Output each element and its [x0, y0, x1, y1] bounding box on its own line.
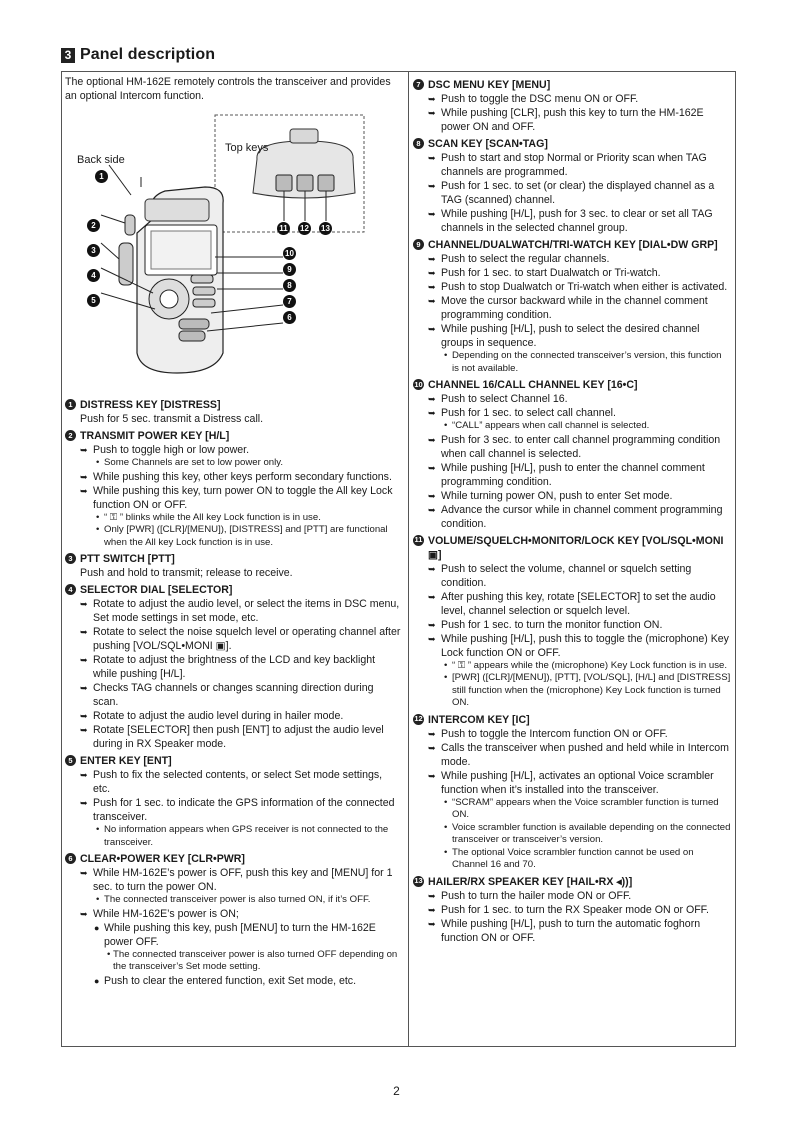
distress-side	[125, 215, 135, 235]
key-clr	[179, 331, 205, 341]
section-number-badge: 9	[413, 239, 424, 250]
description-item: ➥ While turning power ON, push to enter Set mode.	[413, 489, 731, 503]
description-item: ➥ Push for 1 sec. to set (or clear) the displayed channel as a TAG (scanned) channel.	[413, 179, 731, 207]
column-divider	[408, 72, 409, 1046]
key-section	[65, 583, 401, 751]
key-section-heading	[413, 238, 731, 252]
key-scan	[193, 299, 215, 307]
key-section	[65, 754, 401, 849]
note-text: • “CALL” appears when call channel is selected.	[413, 420, 731, 433]
key-16c	[191, 275, 213, 283]
description-item: ➥ While pushing [CLR], push this key to turn the HM-162E power ON and OFF.	[413, 106, 731, 134]
description-item: ➥ While pushing [H/L], push to enter the channel comment programming condition.	[413, 461, 731, 489]
description-item: ➥ Push to fix the selected contents, or select Set mode settings, etc.	[65, 768, 401, 796]
left-sections	[65, 398, 401, 988]
key-section-heading	[65, 754, 401, 768]
top-key-moni	[318, 175, 334, 191]
section-title: INTERCOM KEY [IC]	[428, 713, 530, 726]
section-title: Panel description	[80, 46, 216, 63]
key-section-heading	[413, 713, 731, 727]
key-section-heading	[65, 852, 401, 866]
mic-top-grill	[145, 199, 209, 221]
description-item: ➥ Push for 3 sec. to enter call channel programming condition when call channel is selected.	[413, 433, 731, 461]
section-number: 3	[61, 48, 75, 63]
key-section	[65, 552, 401, 580]
key-section	[413, 137, 731, 235]
key-dial-dw	[193, 287, 215, 295]
key-section-heading	[413, 137, 731, 151]
note-text: • Voice scrambler function is available depending on the connected transceiver or transceiver’s version.	[413, 822, 731, 847]
section-number-badge: 6	[65, 853, 76, 864]
section-title: CLEAR•POWER KEY [CLR•PWR]	[80, 853, 245, 865]
section-title: SCAN KEY [SCAN•TAG]	[428, 138, 548, 150]
key-section-heading	[413, 534, 731, 562]
callout-10: 10	[283, 247, 296, 260]
key-section	[413, 875, 731, 945]
description-item: ➥ Rotate to adjust the audio level during in hailer mode.	[65, 709, 401, 723]
callout-6: 6	[283, 311, 296, 324]
content-frame	[61, 71, 736, 1047]
note-text: • The connected transceiver power is also turned OFF depending on the transceiver’s Set mode setting.	[65, 949, 401, 974]
key-section	[65, 429, 401, 549]
note-text: • No information appears when GPS receiver is not connected to the transceiver.	[65, 824, 401, 849]
description-item: ➥ Push to toggle the Intercom function ON or OFF.	[413, 727, 731, 741]
section-number-badge: 4	[65, 584, 76, 595]
mic-lcd-inner	[151, 231, 211, 269]
callout-7: 7	[283, 295, 296, 308]
note-text: • Some Channels are set to low power only.	[65, 457, 401, 470]
description-item: ➥ While HM-162E’s power is ON;	[65, 907, 401, 921]
note-text: • [PWR] ([CLR]/[MENU]), [PTT], [VOL/SQL], [H/L] and [DISTRESS] still function when the (microphone) Key Lock function is turned ON.	[413, 672, 731, 710]
key-section-heading	[65, 552, 401, 566]
section-number-badge: 2	[65, 430, 76, 441]
key-section	[413, 378, 731, 531]
section-number-badge: 13	[414, 876, 423, 885]
section-number-badge: 3	[65, 553, 76, 564]
description-item: Push and hold to transmit; release to receive.	[80, 567, 293, 579]
section-number-badge: 7	[413, 79, 424, 90]
description-item: ➥ Push for 1 sec. to select call channel.	[413, 406, 731, 420]
description-item: ➥ While pushing [H/L], push for 3 sec. to clear or set all TAG channels in the selected channel group.	[413, 207, 731, 235]
top-key-hail	[276, 175, 292, 191]
key-section	[413, 78, 731, 134]
key-section-heading	[65, 398, 401, 412]
description-item: ➥ While HM-162E’s power is OFF, push this key and [MENU] for 1 sec. to turn the power ON.	[65, 866, 401, 894]
description-item: ➥ Push for 1 sec. to indicate the GPS information of the connected transceiver.	[65, 796, 401, 824]
callout-11: 11	[277, 222, 290, 235]
callout-5: 5	[87, 294, 100, 307]
key-section-heading	[413, 78, 731, 92]
description-item: ➥ Checks TAG channels or changes scanning direction during scan.	[65, 681, 401, 709]
key-section-heading	[413, 378, 731, 392]
key-section-heading	[65, 429, 401, 443]
section-title: SELECTOR DIAL [SELECTOR]	[80, 584, 233, 596]
note-text: • The connected transceiver power is also turned ON, if it’s OFF.	[65, 894, 401, 907]
description-item: ➥ Calls the transceiver when pushed and held while in Intercom mode.	[413, 741, 731, 769]
description-item: ➥ After pushing this key, rotate [SELECTOR] to set the audio level, channel selection or squelch level.	[413, 590, 731, 618]
description-item: ➥ Rotate to select the noise squelch level or operating channel after pushing [VOL/SQL•MONI ▣].	[65, 625, 401, 653]
description-item: ● While pushing this key, push [MENU] to turn the HM-162E power OFF.	[65, 921, 401, 949]
note-text: • “ ⚿ ” blinks while the All key Lock function is in use.	[65, 512, 401, 525]
callout-2: 2	[87, 219, 100, 232]
page-number: 2	[393, 1084, 400, 1098]
top-key-ic	[297, 175, 313, 191]
ptt-side	[119, 243, 133, 285]
description-item: ➥ While pushing this key, other keys perform secondary functions.	[65, 470, 401, 484]
callout-9: 9	[283, 263, 296, 276]
right-sections	[413, 78, 731, 945]
description-item: ➥ Push for 1 sec. to turn the RX Speaker mode ON or OFF.	[413, 903, 731, 917]
note-text: • Depending on the connected transceiver’s version, this function is not available.	[413, 350, 731, 375]
section-title: PTT SWITCH [PTT]	[80, 553, 175, 565]
description-item: ➥ Rotate [SELECTOR] then push [ENT] to adjust the audio level during in RX Speaker mode.	[65, 723, 401, 751]
callout-3: 3	[87, 244, 100, 257]
key-section	[413, 534, 731, 710]
note-text: • “ ⚿ ” appears while the (microphone) Key Lock function is in use.	[413, 660, 731, 673]
enter-center	[160, 290, 178, 308]
key-menu	[179, 319, 209, 329]
key-section	[65, 398, 401, 426]
section-title: CHANNEL/DUALWATCH/TRI-WATCH KEY [DIAL•DW GRP]	[428, 239, 718, 251]
section-title: HAILER/RX SPEAKER KEY [HAIL•RX ◂))]	[428, 875, 633, 888]
left-column	[65, 75, 401, 988]
microphone-figure	[65, 103, 401, 395]
callout-12: 12	[298, 222, 311, 235]
section-number-badge: 8	[413, 138, 424, 149]
description-item: ➥ Move the cursor backward while in the channel comment programming condition.	[413, 294, 731, 322]
description-item: ➥ While pushing [H/L], push to turn the automatic foghorn function ON or OFF.	[413, 917, 731, 945]
top-keys-label: Top keys	[225, 142, 269, 154]
callout-13: 13	[319, 222, 332, 235]
callout-4: 4	[87, 269, 100, 282]
description-item: ➥ While pushing [H/L], push to select the desired channel groups in sequence.	[413, 322, 731, 350]
description-item: ➥ Push for 1 sec. to turn the monitor function ON.	[413, 618, 731, 632]
note-text: • The optional Voice scrambler function cannot be used on Channel 16 and 70.	[413, 847, 731, 872]
key-section-heading	[413, 875, 731, 889]
callout-1: 1	[95, 170, 108, 183]
description-item: ➥ Rotate to adjust the brightness of the LCD and key backlight while pushing [H/L].	[65, 653, 401, 681]
section-number-badge: 11	[414, 535, 423, 544]
section-number-badge: 5	[65, 755, 76, 766]
description-item: ● Push to clear the entered function, exit Set mode, etc.	[65, 974, 401, 988]
section-number-badge: 10	[414, 379, 423, 389]
section-title: DISTRESS KEY [DISTRESS]	[80, 399, 221, 411]
intro-text: The optional HM-162E remotely controls the transceiver and provides an optional Intercom function.	[65, 76, 391, 102]
key-section	[413, 238, 731, 375]
description-item: ➥ Push to select the regular channels.	[413, 252, 731, 266]
right-column	[413, 75, 731, 945]
back-side-label: Back side	[77, 154, 125, 166]
note-text: • Only [PWR] ([CLR]/[MENU]), [DISTRESS] and [PTT] are functional when the All key Lock function is in use.	[65, 524, 401, 549]
key-section	[413, 713, 731, 872]
description-item: ➥ While pushing [H/L], push this to toggle the (microphone) Key Lock function ON or OFF.	[413, 632, 731, 660]
section-number-badge: 12	[414, 714, 423, 723]
description-item: ➥ Push to toggle the DSC menu ON or OFF.	[413, 92, 731, 106]
key-section	[65, 852, 401, 988]
section-title: CHANNEL 16/CALL CHANNEL KEY [16•C]	[428, 379, 638, 391]
section-title: VOLUME/SQUELCH•MONITOR/LOCK KEY [VOL/SQL•MONI ▣]	[428, 534, 724, 561]
section-header	[61, 46, 215, 64]
description-item: Push for 5 sec. transmit a Distress call.	[80, 413, 264, 425]
section-title: ENTER KEY [ENT]	[80, 755, 172, 767]
description-item: ➥ Rotate to adjust the audio level, or select the items in DSC menu, Set mode settings in set mode, etc.	[65, 597, 401, 625]
key-section-heading	[65, 583, 401, 597]
description-item: ➥ Push for 1 sec. to start Dualwatch or Tri-watch.	[413, 266, 731, 280]
description-item: ➥ Push to select the volume, channel or squelch setting condition.	[413, 562, 731, 590]
section-number-badge: 1	[65, 399, 76, 410]
note-text: • “SCRAM” appears when the Voice scrambler function is turned ON.	[413, 797, 731, 822]
description-item: ➥ Push to select Channel 16.	[413, 392, 731, 406]
description-item: ➥ Push to stop Dualwatch or Tri-watch when either is activated.	[413, 280, 731, 294]
description-item: ➥ While pushing this key, turn power ON to toggle the All key Lock function ON or OFF.	[65, 484, 401, 512]
description-item: ➥ Push to turn the hailer mode ON or OFF.	[413, 889, 731, 903]
description-item: ➥ Push to toggle high or low power.	[65, 443, 401, 457]
description-item: ➥ Advance the cursor while in channel comment programming condition.	[413, 503, 731, 531]
description-item: ➥ Push to start and stop Normal or Priority scan when TAG channels are programmed.	[413, 151, 731, 179]
callout-8: 8	[283, 279, 296, 292]
section-title: TRANSMIT POWER KEY [H/L]	[80, 430, 230, 442]
section-title: DSC MENU KEY [MENU]	[428, 79, 551, 91]
description-item: ➥ While pushing [H/L], activates an optional Voice scrambler function when it’s installed into the transceiver.	[413, 769, 731, 797]
top-view-cord	[290, 129, 318, 143]
